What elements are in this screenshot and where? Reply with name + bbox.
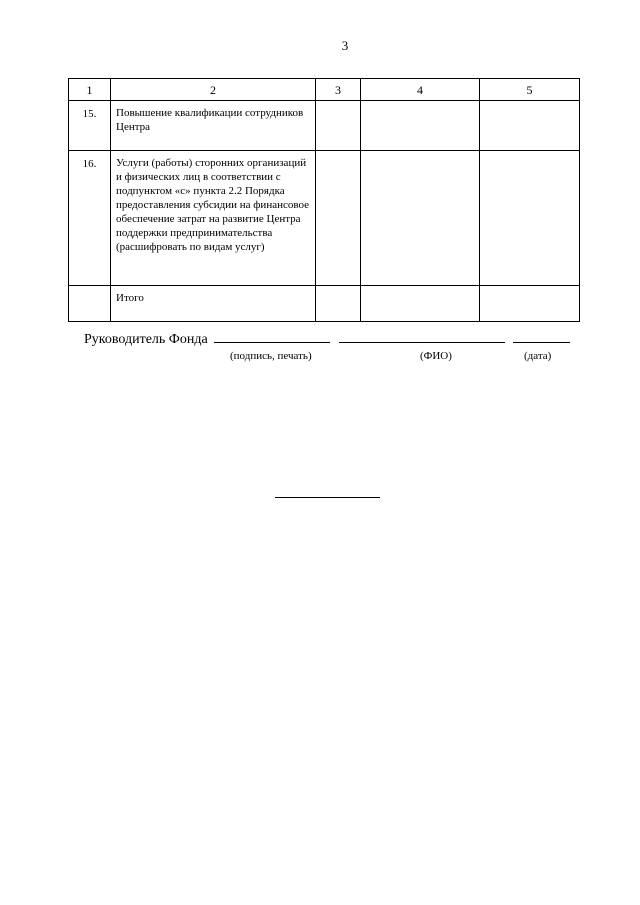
row-cell-3 bbox=[316, 101, 361, 151]
signature-block bbox=[84, 330, 570, 348]
table-row bbox=[69, 151, 580, 286]
row-number bbox=[69, 286, 111, 322]
header-col-2: 2 bbox=[111, 79, 316, 101]
end-separator-line bbox=[275, 497, 380, 498]
header-col-3: 3 bbox=[316, 79, 361, 101]
signature-label: Руководитель Фонда bbox=[84, 332, 208, 347]
date-line bbox=[513, 330, 570, 343]
row-cell-3 bbox=[316, 286, 361, 322]
row-number: 16. bbox=[69, 151, 111, 286]
table-header-row bbox=[69, 79, 580, 101]
row-name: Повышение квалификации сотрудников Центра bbox=[111, 101, 316, 151]
row-cell-5 bbox=[480, 286, 580, 322]
row-cell-4 bbox=[361, 101, 480, 151]
row-number: 15. bbox=[69, 101, 111, 151]
table-total-row bbox=[69, 286, 580, 322]
expense-table bbox=[68, 78, 580, 322]
header-col-4: 4 bbox=[361, 79, 480, 101]
caption-name: (ФИО) bbox=[420, 350, 452, 362]
row-cell-4 bbox=[361, 151, 480, 286]
row-cell-5 bbox=[480, 101, 580, 151]
row-name: Услуги (работы) сторонних организаций и физических лиц в соответствии с подпунктом «с» пункта 2.2 Порядка предоставления субсидии на финансовое обеспечение затрат на развитие Центра поддержки предпринимательства (расшифровать по видам услуг) bbox=[111, 151, 316, 286]
row-cell-3 bbox=[316, 151, 361, 286]
row-cell-5 bbox=[480, 151, 580, 286]
row-name: Итого bbox=[111, 286, 316, 322]
caption-date: (дата) bbox=[524, 350, 552, 362]
caption-signature: (подпись, печать) bbox=[230, 350, 312, 362]
page-number: 3 bbox=[341, 38, 349, 53]
signature-line bbox=[214, 330, 330, 343]
table-row bbox=[69, 101, 580, 151]
name-line bbox=[339, 330, 505, 343]
header-col-5: 5 bbox=[480, 79, 580, 101]
header-col-1: 1 bbox=[69, 79, 111, 101]
row-cell-4 bbox=[361, 286, 480, 322]
